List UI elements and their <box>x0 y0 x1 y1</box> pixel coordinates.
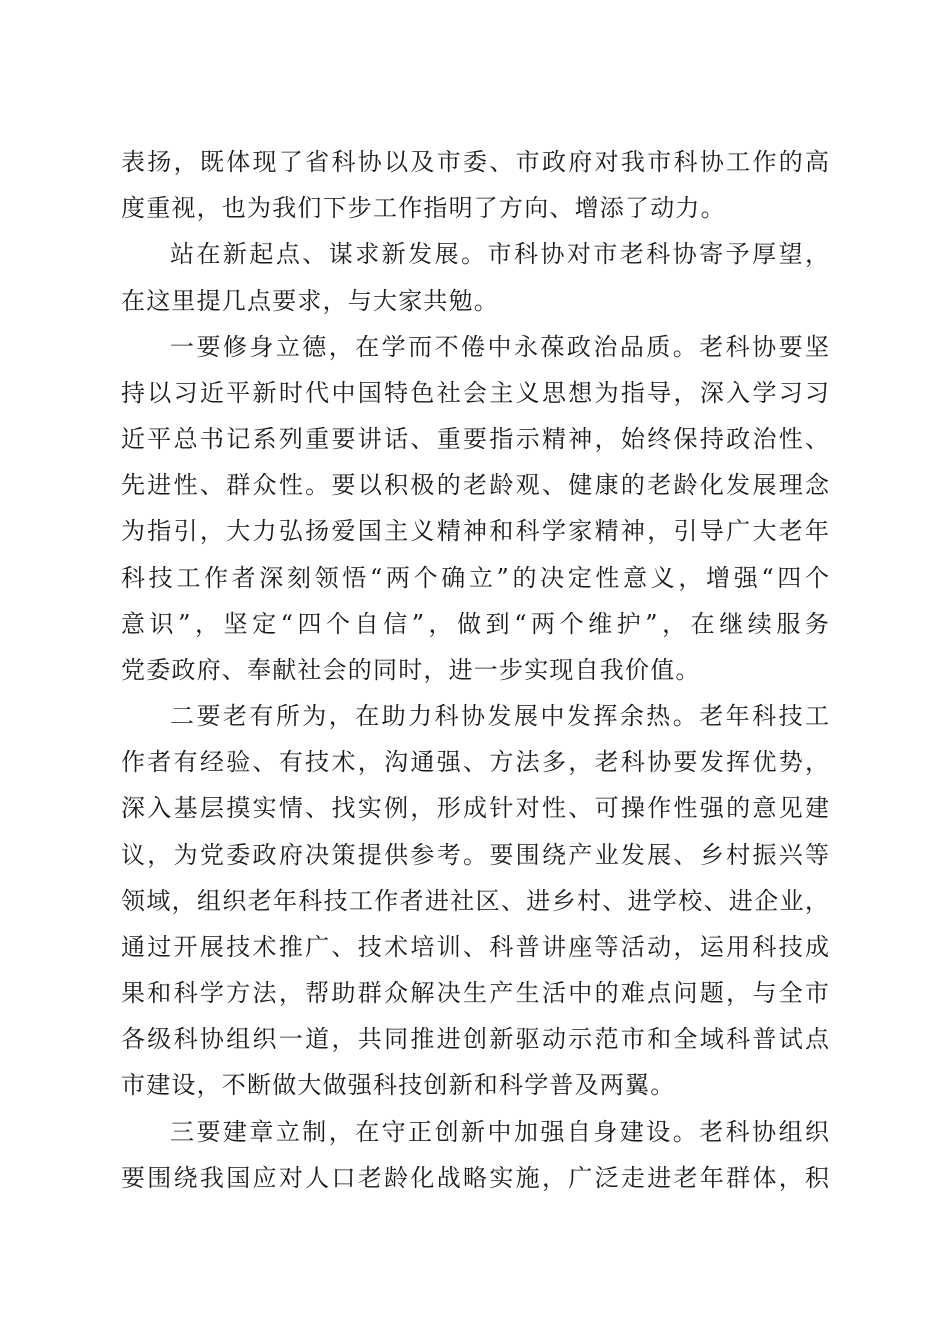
text-line: 深入基层摸实情、找实例，形成针对性、可操作性强的意见建 <box>121 794 832 822</box>
text-line: 议，为党委政府决策提供参考。要围绕产业发展、乡村振兴等 <box>121 841 832 869</box>
text-line: 市建设，不断做大做强科技创新和科学普及两翼。 <box>121 1071 676 1099</box>
text-line: 持以习近平新时代中国特色社会主义思想为指导，深入学习习 <box>121 379 832 407</box>
text-line: 党委政府、奉献社会的同时，进一步实现自我价值。 <box>121 656 701 684</box>
text-line: 在这里提几点要求，与大家共勉。 <box>121 287 499 315</box>
text-line: 站在新起点、谋求新发展。市科协对市老科协寄予厚望， <box>170 240 832 268</box>
text-line: 二要老有所为，在助力科协发展中发挥余热。老年科技工 <box>170 702 832 730</box>
text-line: 通过开展技术推广、技术培训、科普讲座等活动，运用科技成 <box>121 933 832 961</box>
text-line: 要围绕我国应对人口老龄化战略实施，广泛走进老年群体，积 <box>121 1164 832 1192</box>
text-line: 意识”，坚定“四个自信”，做到“两个维护”，在继续服务 <box>121 610 834 638</box>
text-line: 作者有经验、有技术，沟通强、方法多，老科协要发挥优势， <box>121 748 832 776</box>
text-line: 各级科协组织一道，共同推进创新驱动示范市和全域科普试点 <box>121 1025 832 1053</box>
text-line: 领域，组织老年科技工作者进社区、进乡村、进学校、进企业， <box>121 887 831 915</box>
text-line: 一要修身立德，在学而不倦中永葆政治品质。老科协要坚 <box>170 333 832 361</box>
text-line: 为指引，大力弘扬爱国主义精神和科学家精神，引导广大老年 <box>121 517 832 545</box>
text-line: 先进性、群众性。要以积极的老龄观、健康的老龄化发展理念 <box>121 471 832 499</box>
text-line: 三要建章立制，在守正创新中加强自身建设。老科协组织 <box>170 1118 832 1146</box>
text-line: 近平总书记系列重要讲话、重要指示精神，始终保持政治性、 <box>121 425 832 453</box>
text-line: 表扬，既体现了省科协以及市委、市政府对我市科协工作的高 <box>121 148 832 176</box>
text-line: 科技工作者深刻领悟“两个确立”的决定性意义，增强“四个 <box>121 564 833 592</box>
text-line: 度重视，也为我们下步工作指明了方向、增添了动力。 <box>121 194 726 222</box>
text-line: 果和科学方法，帮助群众解决生产生活中的难点问题，与全市 <box>121 979 832 1007</box>
